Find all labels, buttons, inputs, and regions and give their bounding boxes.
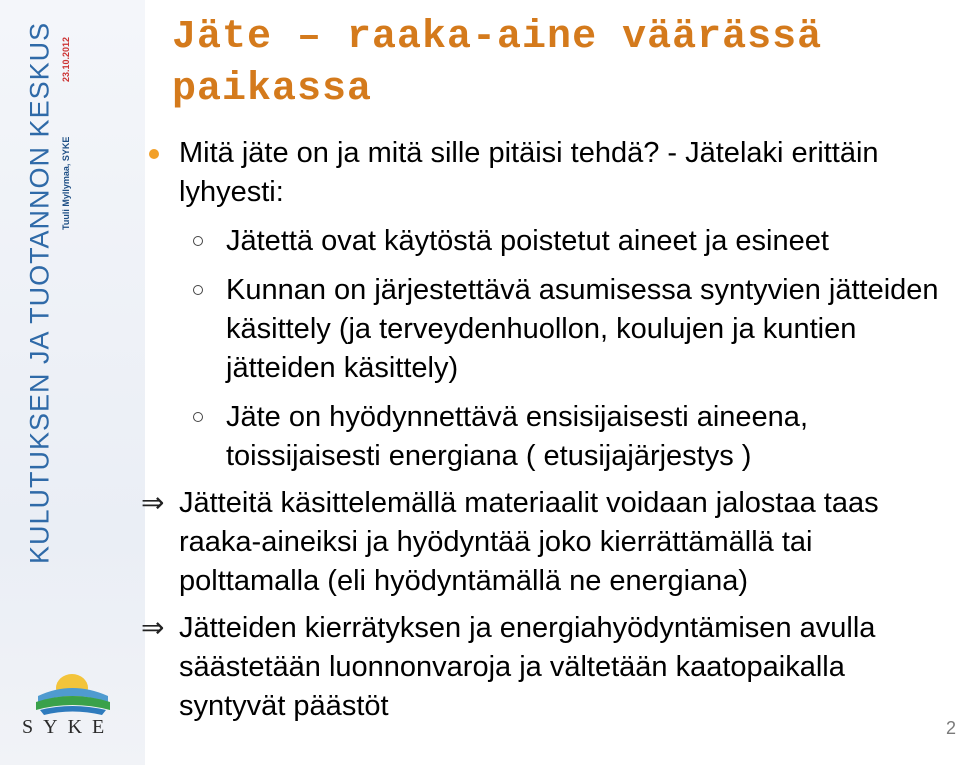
sidebar [0,0,145,765]
sub-bullet-text: Kunnan on järjestettävä asumisessa syntyvien jätteiden käsittely (ja terveydenhuollon, koulujen ja kuntien jätteiden käsittely) [226,274,939,384]
logo-wordmark: SYKE [22,716,115,738]
organization-name: KULUTUKSEN JA TUOTANNON KESKUS [24,22,55,565]
sub-bullet-item [145,271,950,388]
double-arrow-icon: ⇒ [141,487,165,518]
date-label: 23.10.2012 [61,36,71,82]
author-label: Tuuli Myllymaa, SYKE [61,136,71,230]
circle-bullet-icon [193,285,203,295]
arrow-text: Jätteiden kierrätyksen ja energiahyödyntämisen avulla säästetään luonnonvaroja ja vältetään kaatopaikalla syntyvät päästöt [179,612,876,722]
sub-bullet-text: Jäte on hyödynnettävä ensisijaisesti aineena, toissijaisesti energiana ( etusijajärjestys ) [226,401,808,472]
slide-title-line-1: Jäte – raaka-aine väärässä [172,15,823,60]
sub-bullet-text: Jätettä ovat käytöstä poistetut aineet ja esineet [226,225,829,257]
arrow-item [141,484,950,601]
sub-bullet-item [145,398,950,476]
slide-content [141,134,950,726]
slide-title [172,12,942,116]
bullet-text: Mitä jäte on ja mitä sille pitäisi tehdä? - Jätelaki erittäin lyhyesti: [179,137,879,208]
sidebar-vertical-text [0,0,145,600]
sub-bullet-item [145,222,950,261]
double-arrow-icon: ⇒ [141,612,165,643]
orange-bullet-icon [149,149,159,159]
circle-bullet-icon [193,412,203,422]
arrow-text: Jätteitä käsittelemällä materiaalit voidaan jalostaa taas raaka-aineiksi ja hyödyntää joko kierrättämällä tai polttamalla (eli hyödyntämällä ne energiana) [179,487,879,597]
circle-bullet-icon [193,236,203,246]
page-number: 2 [945,718,956,738]
slide-title-line-2: paikassa [172,67,373,112]
bullet-item [145,134,950,212]
arrow-item [141,609,950,726]
